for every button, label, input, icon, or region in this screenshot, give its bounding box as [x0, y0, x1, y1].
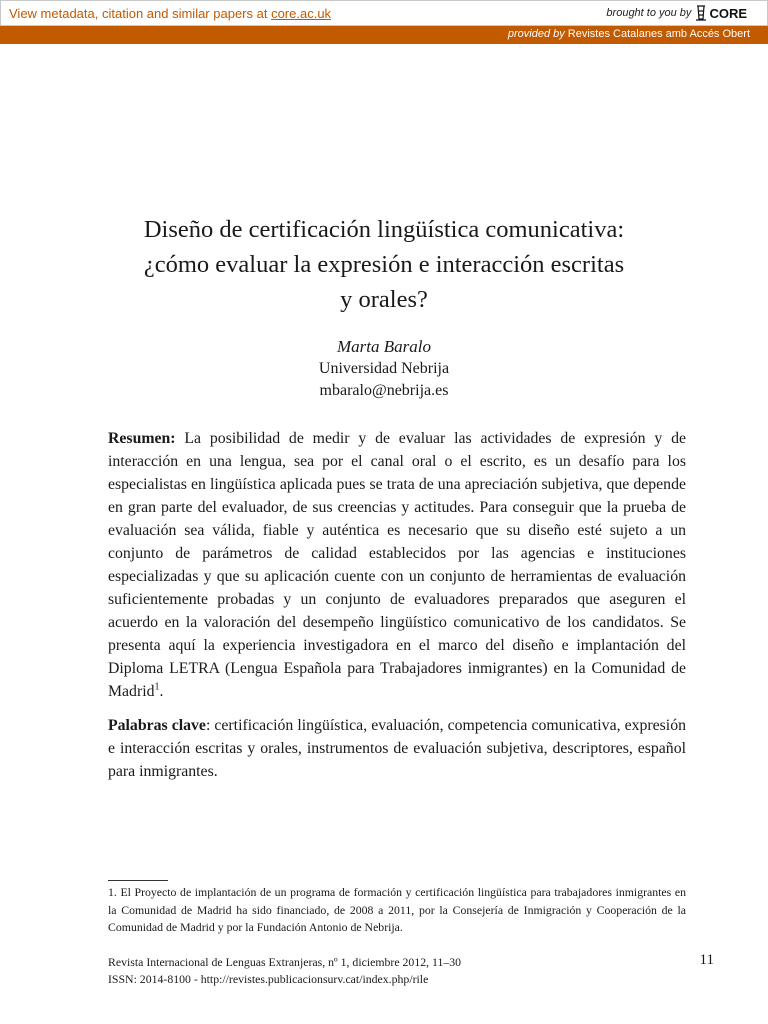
footnote: 1. El Proyecto de implantación de un programa de formación y certificación lingüística para trabajadores inmigrantes en la Comunidad de Madrid ha sido financiado, de 2008 a 2011, por la Consejería de Inmigración y Cooperación de la Comunidad de Madrid y por la Fundación Antonio de Nebrija.: [108, 885, 686, 934]
provider-bar: [0, 26, 768, 44]
abstract-end: .: [159, 683, 164, 700]
abstract-text: La posibilidad de medir y de evaluar las actividades de expresión y de interacción en una lengua, sea por el canal oral o el escrito, es un desafío para los especialistas en lingüística aplicada pues se trata de una apreciación subjetiva, que depende en gran parte del evaluador, de sus creencias y actitudes. Para conseguir que la prueba de evaluación sea válida, fiable y auténtica es necesario que su diseño esté sujeto a un conjunto de parámetros de calidad establecidos por las agencias e instituciones especializadas y que su aplicación cuente con un conjunto de herramientas de evaluación suficientemente probadas y un conjunto de evaluadores preparados que aseguren el acuerdo en la valoración del desempeño lingüístico comunicativo de los candidatos. Se presenta aquí la experiencia investigadora en el marco del diseño e implantación del Diploma LETRA (Lengua Española para Trabajadores inmigrantes) en la Comunidad de Madrid: [108, 430, 686, 700]
footnote-divider: [108, 880, 168, 881]
abstract-label: Resumen:: [108, 430, 176, 447]
abstract: [108, 427, 686, 703]
title-line-1: Diseño de certificación lingüística comunicativa:: [143, 216, 625, 243]
core-logo[interactable]: [695, 5, 747, 21]
title-line-2: ¿cómo evaluar la expresión e interacción escritas: [143, 251, 625, 278]
core-logo-icon: [695, 5, 707, 21]
keywords-label: Palabras clave: [108, 717, 206, 734]
author-email: mbaralo@nebrija.es: [319, 382, 449, 399]
core-brand: [606, 5, 747, 21]
core-logo-text: CORE: [709, 5, 747, 21]
provider-link[interactable]: Revistes Catalanes amb Accés Obert: [564, 28, 750, 40]
footnote-mark: 1: [154, 681, 160, 693]
core-metadata-prefix: View metadata, citation and similar papers at: [9, 6, 272, 21]
journal-citation: Revista Internacional de Lenguas Extranjeras, nº 1, diciembre 2012, 11–30: [108, 955, 462, 969]
core-banner: [0, 0, 768, 26]
page-number: 11: [699, 952, 714, 968]
journal-info: [108, 954, 588, 988]
paper-title: [108, 212, 660, 317]
journal-issn: ISSN: 2014-8100 - http://revistes.publicacionsurv.cat/index.php/rile: [108, 972, 429, 986]
keywords: [108, 714, 686, 783]
author-affiliation: Universidad Nebrija: [318, 360, 450, 377]
author-name: Marta Baralo: [337, 337, 431, 356]
provider-text: [508, 28, 750, 40]
keywords-text: : certificación lingüística, evaluación, competencia comunicativa, expresión e interacción escritas y orales, instrumentos de evaluación subjetiva, descriptores, español para inmigrantes.: [108, 717, 686, 780]
core-link[interactable]: core.ac.uk: [271, 6, 332, 21]
title-line-3: y orales?: [340, 286, 428, 313]
author-block: [108, 336, 660, 402]
brought-to-you-label: brought to you by: [606, 7, 692, 19]
provided-by-label: provided by: [507, 28, 565, 40]
core-metadata-text: [9, 6, 331, 21]
